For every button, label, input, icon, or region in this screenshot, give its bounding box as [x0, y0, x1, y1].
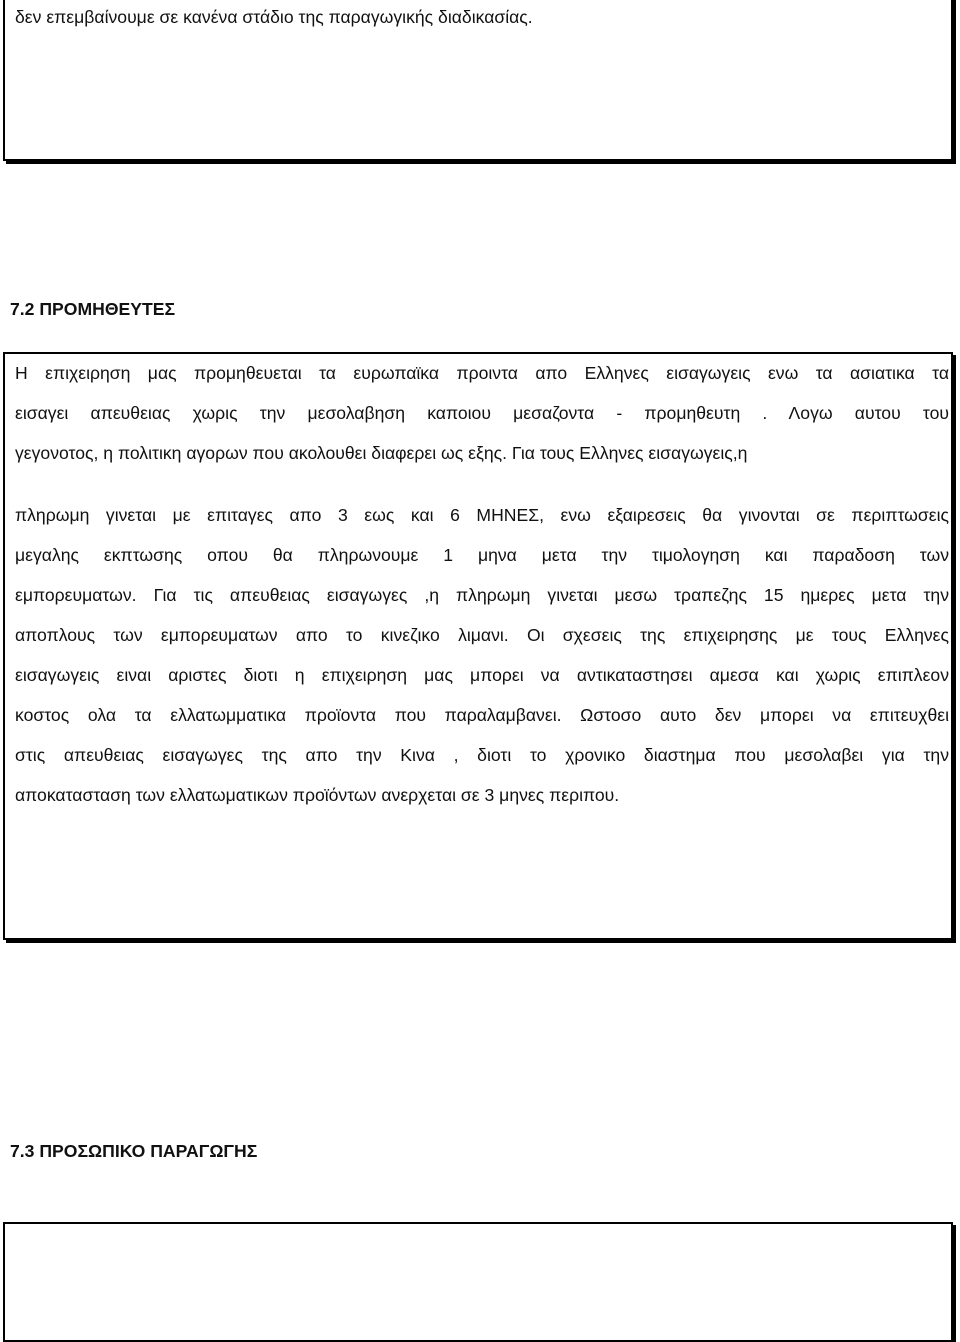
- body-line: γεγονοτος, η πολιτικη αγορων που ακολουθει διαφερει ως εξης. Για τους Ελληνες εισαγωγεις,η: [15, 443, 748, 463]
- body-line: εμπορευματων. Για τις απευθειας εισαγωγες ,η πληρωμη γινεται μεσω τραπεζης 15 ημερες μετα την: [15, 585, 949, 605]
- body-line: κοστος ολα τα ελλατωμματικα προϊοντα που παραλαμβανει. Ωστοσο αυτο δεν μπορει να επιτευχθει: [15, 705, 949, 725]
- body-line: Η επιχειρηση μας προμηθευεται τα ευρωπαϊκα προιντα απο Ελληνες εισαγωγεις ενω τα ασιατικα τα: [15, 363, 949, 383]
- top-box-text: δεν επεμβαίνουμε σε κανένα στάδιο της παραγωγικής διαδικασίας.: [15, 7, 533, 27]
- production-staff-text-box: [3, 1222, 953, 1342]
- body-line: στις απευθειας εισαγωγες της απο την Κινα , διοτι το χρονικο διαστημα που μεσολαβει για την: [15, 745, 949, 765]
- section-heading-7-2: 7.2 ΠΡΟΜΗΘΕΥΤΕΣ: [10, 299, 176, 319]
- body-line: μεγαλης εκπτωσης οπου θα πληρωνουμε 1 μηνα μετα την τιμολογηση και παραδοση των: [15, 545, 949, 565]
- suppliers-text-box: [3, 352, 953, 940]
- body-line: πληρωμη γινεται με επιταγες απο 3 εως και 6 ΜΗΝΕΣ, ενω εξαιρεσεις θα γινονται σε περιπτωσεις: [15, 505, 949, 525]
- body-line: εισαγει απευθειας χωρις την μεσολαβηση καποιου μεσαζοντα - προμηθευτη . Λογω αυτου του: [15, 403, 949, 423]
- top-text-box: [3, 0, 953, 161]
- body-line: εισαγωγεις ειναι αριστες διοτι η επιχειρηση μας μπορει να αντικαταστησει αμεσα και χωρις επιπλεον: [15, 665, 949, 685]
- body-line: αποπλους των εμπορευματων απο το κινεζικο λιμανι. Οι σχεσεις της επιχειρησης με τους Ελληνες: [15, 625, 949, 645]
- body-line: αποκατασταση των ελλατωματικων προϊόντων ανερχεται σε 3 μηνες περιπου.: [15, 785, 620, 805]
- section-heading-7-3: 7.3 ΠΡΟΣΩΠΙΚΟ ΠΑΡΑΓΩΓΗΣ: [10, 1141, 258, 1161]
